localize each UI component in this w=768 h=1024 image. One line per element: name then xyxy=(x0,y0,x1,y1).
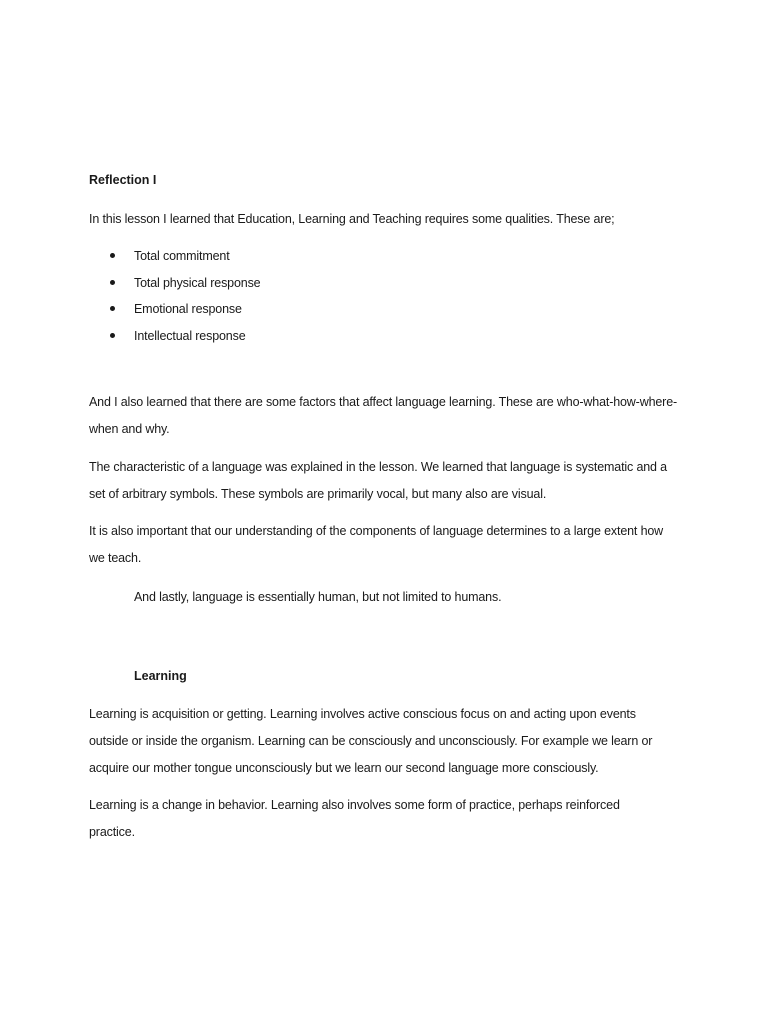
list-item-text: Total physical response xyxy=(134,275,261,290)
learning-paragraph-1: Learning is acquisition or getting. Learning involves active conscious focus on and acting upon events outside or inside the organism. Learning can be consciously and unconsciously. For example we learn or acquire our mother tongue unconsciously but we learn our second language more consciously. xyxy=(89,707,653,775)
bullet-icon xyxy=(110,280,115,285)
list-item-text: Total commitment xyxy=(134,249,230,263)
bullet-icon xyxy=(110,253,115,258)
bullet-icon xyxy=(110,333,115,338)
bullet-icon xyxy=(110,306,115,311)
learning-paragraph-2: Learning is a change in behavior. Learning also involves some form of practice, perhaps reinforced practice. xyxy=(89,798,620,839)
characteristic-paragraph: The characteristic of a language was explained in the lesson. We learned that language is systematic and a set of arbitrary symbols. These symbols are primarily vocal, but many also are visual. xyxy=(89,460,667,501)
intro-paragraph: In this lesson I learned that Education, Learning and Teaching requires some qualities. These are; xyxy=(89,212,615,226)
lastly-paragraph: And lastly, language is essentially human, but not limited to humans. xyxy=(134,590,502,604)
reflection-heading: Reflection I xyxy=(89,173,157,187)
learning-heading: Learning xyxy=(134,669,187,683)
list-item-text: Emotional response xyxy=(134,302,242,316)
components-paragraph: It is also important that our understanding of the components of language determines to a large extent how we teach. xyxy=(89,524,664,565)
list-item-text: Intellectual response xyxy=(134,328,246,343)
factors-paragraph: And I also learned that there are some factors that affect language learning. These are who-what-how-where-when and why. xyxy=(89,395,678,436)
